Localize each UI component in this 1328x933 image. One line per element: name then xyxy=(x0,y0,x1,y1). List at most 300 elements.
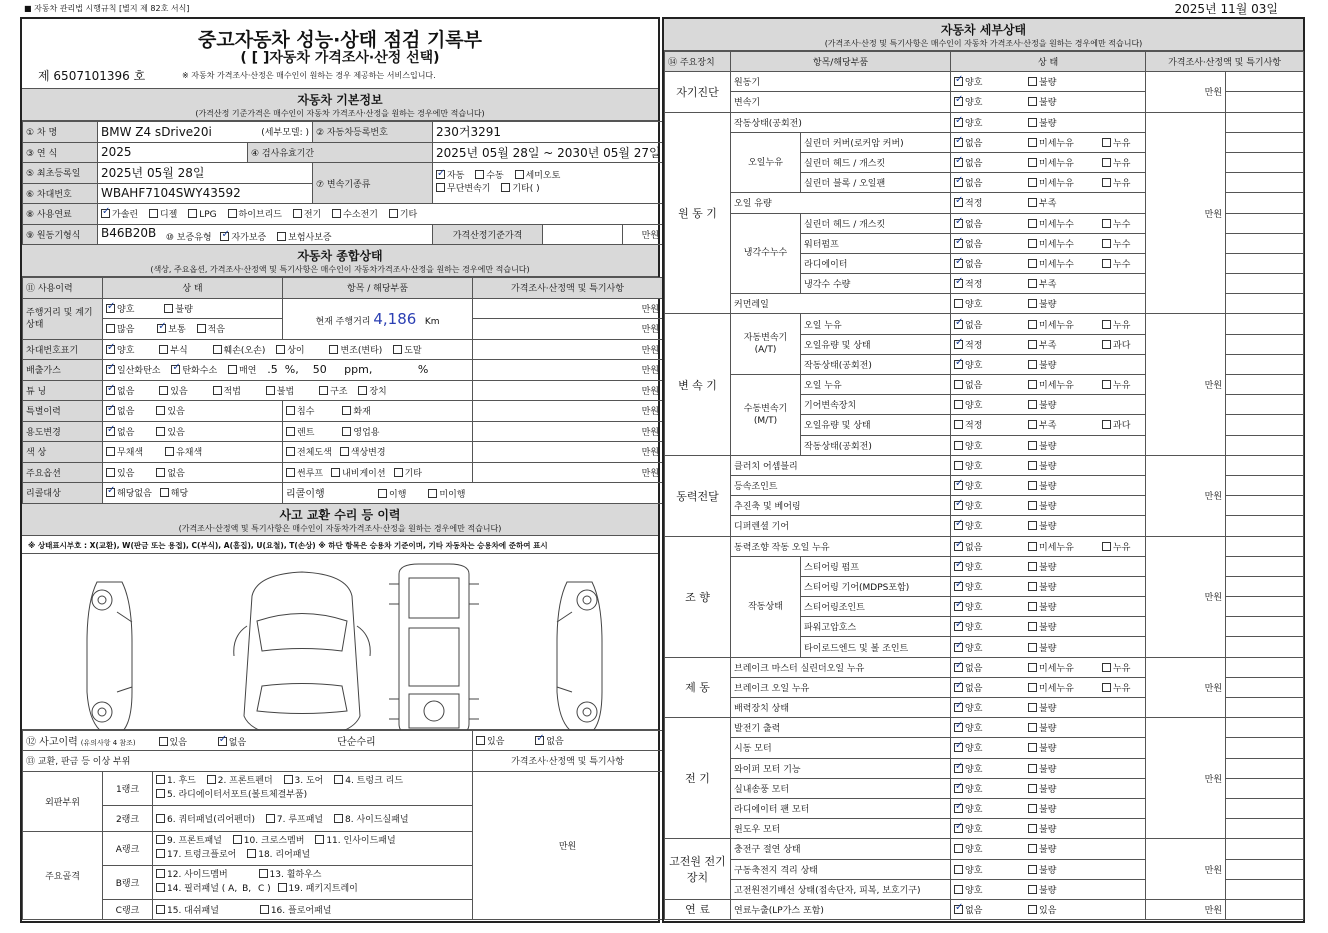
trans-type-label: ⑦ 변속기종류 xyxy=(313,163,433,204)
status-checkbox[interactable] xyxy=(1028,77,1037,86)
status-option xyxy=(1102,176,1146,189)
option-no-checkbox[interactable] xyxy=(156,468,165,477)
detail-row xyxy=(665,536,1304,556)
special-fire-checkbox[interactable] xyxy=(342,406,351,415)
status-checkbox[interactable] xyxy=(1028,824,1037,833)
detail-note-cell[interactable] xyxy=(1226,617,1304,637)
detail-note-cell[interactable] xyxy=(1226,415,1304,435)
detail-note-cell[interactable] xyxy=(1226,152,1304,172)
detail-note-cell[interactable] xyxy=(1226,839,1304,859)
pillar-panel-checkbox[interactable] xyxy=(156,883,165,892)
status-checkbox[interactable] xyxy=(1028,602,1037,611)
simple-no-checkbox[interactable] xyxy=(535,736,544,745)
vin-mark-painted-checkbox[interactable] xyxy=(393,345,402,354)
detail-item-label: 오일유량 및 상태 xyxy=(801,334,951,354)
detail-note-cell[interactable] xyxy=(1226,899,1304,919)
detail-note-cell[interactable] xyxy=(1226,556,1304,576)
status-checkbox[interactable] xyxy=(1028,844,1037,853)
status-checkbox[interactable] xyxy=(954,764,963,773)
status-checkbox[interactable] xyxy=(1028,320,1037,329)
status-checkbox[interactable] xyxy=(1028,663,1037,672)
package-tray-checkbox[interactable] xyxy=(278,883,287,892)
status-checkbox[interactable] xyxy=(1028,299,1037,308)
side-sill-checkbox[interactable] xyxy=(334,814,343,823)
status-option xyxy=(1102,418,1146,431)
status-checkbox[interactable] xyxy=(954,360,963,369)
warranty-insurer-checkbox[interactable] xyxy=(277,232,286,241)
status-option-label: 불량 xyxy=(1039,441,1057,452)
status-option-label: 누수 xyxy=(1113,259,1131,270)
detail-note-cell[interactable] xyxy=(1226,354,1304,374)
status-option-label: 없음 xyxy=(965,905,983,916)
detail-note-cell[interactable] xyxy=(1226,718,1304,738)
status-checkbox[interactable] xyxy=(1028,784,1037,793)
status-checkbox[interactable] xyxy=(954,622,963,631)
detail-note-cell[interactable] xyxy=(1226,213,1304,233)
usage-change-label: 용도변경 xyxy=(23,421,103,442)
option-yes-checkbox[interactable] xyxy=(106,468,115,477)
status-checkbox[interactable] xyxy=(1028,441,1037,450)
trans-semi-checkbox[interactable] xyxy=(515,170,524,179)
vin-mark-damaged-checkbox[interactable] xyxy=(213,345,222,354)
fuel-electric-checkbox[interactable] xyxy=(293,209,302,218)
detail-note-cell[interactable] xyxy=(1226,193,1304,213)
status-checkbox[interactable] xyxy=(1028,178,1037,187)
detail-price-header: 가격조사·산정액 및 특기사항 xyxy=(1146,52,1304,72)
quarter-panel-checkbox[interactable] xyxy=(156,814,165,823)
car-name-value: BMW Z4 sDrive20i xyxy=(101,124,212,139)
rank1-label: 1랭크 xyxy=(103,771,153,805)
status-checkbox[interactable] xyxy=(954,178,963,187)
status-checkbox[interactable] xyxy=(1028,743,1037,752)
detail-note-cell[interactable] xyxy=(1226,435,1304,455)
status-option-label: 누유 xyxy=(1113,138,1131,149)
status-option-label: 양호 xyxy=(965,885,983,896)
fuel-diesel-checkbox[interactable] xyxy=(149,209,158,218)
status-option xyxy=(1028,499,1094,512)
trans-cvt-checkbox[interactable] xyxy=(436,183,445,192)
recall-notdone-checkbox[interactable] xyxy=(428,489,437,498)
detail-note-cell[interactable] xyxy=(1226,92,1304,112)
status-option xyxy=(1028,782,1094,795)
status-checkbox[interactable] xyxy=(954,400,963,409)
overall-sub: (색상, 주요옵션, 가격조사·산정액 및 특기사항은 매수인이 자동차가격조사·산정을 원하는 경우에만 적습니다) xyxy=(150,265,530,274)
status-checkbox[interactable] xyxy=(1028,259,1037,268)
status-checkbox[interactable] xyxy=(1028,622,1037,631)
status-checkbox[interactable] xyxy=(1028,683,1037,692)
detail-note-cell[interactable] xyxy=(1226,173,1304,193)
status-checkbox[interactable] xyxy=(1102,138,1111,147)
status-option xyxy=(1028,540,1094,553)
tuning-none-checkbox[interactable] xyxy=(106,386,115,395)
status-checkbox[interactable] xyxy=(954,521,963,530)
detail-note-cell[interactable] xyxy=(1226,657,1304,677)
status-checkbox[interactable] xyxy=(1028,643,1037,652)
status-checkbox[interactable] xyxy=(954,158,963,167)
opt-label: 해당없음 xyxy=(117,489,152,500)
detail-note-cell[interactable] xyxy=(1226,132,1304,152)
emission-co-checkbox[interactable] xyxy=(106,365,115,374)
opt-label: LPG xyxy=(199,210,217,221)
status-checkbox[interactable] xyxy=(1028,420,1037,429)
detail-note-cell[interactable] xyxy=(1226,536,1304,556)
detail-status-cell xyxy=(951,92,1146,112)
price-base-label: 가격산정기준가격 xyxy=(433,224,543,245)
floor-panel-checkbox[interactable] xyxy=(260,905,269,914)
detail-note-cell[interactable] xyxy=(1226,72,1304,92)
trunk-lid-checkbox[interactable] xyxy=(334,775,343,784)
vin-mark-diff-checkbox[interactable] xyxy=(276,345,285,354)
tuning-legal-checkbox[interactable] xyxy=(213,386,222,395)
opt-label: 13. 휠하우스 xyxy=(269,870,322,880)
detail-note-cell[interactable] xyxy=(1226,819,1304,839)
status-checkbox[interactable] xyxy=(954,118,963,127)
wheel-house-checkbox[interactable] xyxy=(259,869,268,878)
status-checkbox[interactable] xyxy=(954,441,963,450)
car-left-side xyxy=(87,582,132,730)
status-option-label: 양호 xyxy=(965,78,983,89)
status-checkbox[interactable] xyxy=(954,97,963,106)
status-checkbox[interactable] xyxy=(954,320,963,329)
detail-status-cell xyxy=(951,112,1146,132)
mileage-text: 현재 주행거리 xyxy=(315,316,371,327)
recall-yes-checkbox[interactable] xyxy=(160,488,169,497)
status-checkbox[interactable] xyxy=(1102,320,1111,329)
detail-status-cell xyxy=(951,718,1146,738)
status-option-label: 없음 xyxy=(965,542,983,553)
main-option-label: 주요옵션 xyxy=(23,462,103,483)
status-checkbox[interactable] xyxy=(1102,663,1111,672)
status-checkbox[interactable] xyxy=(954,743,963,752)
detail-note-cell[interactable] xyxy=(1226,294,1304,314)
vin-mark-good-checkbox[interactable] xyxy=(106,345,115,354)
status-checkbox[interactable] xyxy=(954,582,963,591)
tuning-illegal-checkbox[interactable] xyxy=(266,386,275,395)
recall-done-checkbox[interactable] xyxy=(378,489,387,498)
status-option-label: 미세누유 xyxy=(1039,320,1074,331)
mileage-normal-checkbox[interactable] xyxy=(157,324,166,333)
accident-yes-checkbox[interactable] xyxy=(159,737,168,746)
color-chromatic-checkbox[interactable] xyxy=(165,447,174,456)
price-note-header: 가격조사·산정액 및 특기사항 xyxy=(473,278,663,299)
rear-panel-checkbox[interactable] xyxy=(247,849,256,858)
detail-note-cell[interactable] xyxy=(1226,314,1304,334)
accident-no-checkbox[interactable] xyxy=(218,737,227,746)
opt-label: 양호 xyxy=(117,345,135,356)
status-checkbox[interactable] xyxy=(1028,562,1037,571)
status-option-label: 양호 xyxy=(965,562,983,573)
no-suffix: 호 xyxy=(133,69,146,83)
fuel-gasoline-checkbox[interactable] xyxy=(101,209,110,218)
vin-mark-altered-checkbox[interactable] xyxy=(329,345,338,354)
status-checkbox[interactable] xyxy=(1028,158,1037,167)
status-checkbox[interactable] xyxy=(1028,703,1037,712)
status-option-label: 불량 xyxy=(1039,825,1057,836)
won-unit: 만원 xyxy=(1146,657,1226,718)
status-checkbox[interactable] xyxy=(954,420,963,429)
status-option xyxy=(954,217,1020,230)
status-checkbox[interactable] xyxy=(954,219,963,228)
inside-panel-checkbox[interactable] xyxy=(315,835,324,844)
usage-yes-checkbox[interactable] xyxy=(156,427,165,436)
status-checkbox[interactable] xyxy=(954,683,963,692)
vin-mark-rust-checkbox[interactable] xyxy=(159,345,168,354)
detail-status-cell xyxy=(951,657,1146,677)
detail-note-cell[interactable] xyxy=(1226,859,1304,879)
status-checkbox[interactable] xyxy=(1102,259,1111,268)
status-option xyxy=(1102,237,1146,250)
status-checkbox[interactable] xyxy=(1028,804,1037,813)
status-checkbox[interactable] xyxy=(954,703,963,712)
simple-yes-checkbox[interactable] xyxy=(476,736,485,745)
status-checkbox[interactable] xyxy=(1028,340,1037,349)
detail-note-cell[interactable] xyxy=(1226,758,1304,778)
status-option xyxy=(954,459,1020,472)
reg-number-label: ② 자동차등록번호 xyxy=(313,122,433,143)
accident-history-label: ⑫ 사고이력 xyxy=(26,736,78,748)
status-checkbox[interactable] xyxy=(954,138,963,147)
trans-manual-checkbox[interactable] xyxy=(475,170,484,179)
status-checkbox[interactable] xyxy=(1028,239,1037,248)
status-option-label: 양호 xyxy=(965,744,983,755)
detail-note-cell[interactable] xyxy=(1226,677,1304,697)
detail-note-cell[interactable] xyxy=(1226,778,1304,798)
fuel-lpg-checkbox[interactable] xyxy=(188,209,197,218)
cross-member-checkbox[interactable] xyxy=(233,835,242,844)
opt-label: 구조 xyxy=(330,386,348,397)
usage-business-checkbox[interactable] xyxy=(342,427,351,436)
fuel-hybrid-checkbox[interactable] xyxy=(228,209,237,218)
option-navi-checkbox[interactable] xyxy=(331,468,340,477)
emission-hc-checkbox[interactable] xyxy=(171,365,180,374)
status-checkbox[interactable] xyxy=(1102,178,1111,187)
dash-panel-checkbox[interactable] xyxy=(156,905,165,914)
mileage-low-checkbox[interactable] xyxy=(197,324,206,333)
special-yes-checkbox[interactable] xyxy=(156,406,165,415)
status-checkbox[interactable] xyxy=(1028,542,1037,551)
detail-note-cell[interactable] xyxy=(1226,233,1304,253)
roof-panel-checkbox[interactable] xyxy=(266,814,275,823)
detail-note-cell[interactable] xyxy=(1226,274,1304,294)
status-option xyxy=(954,580,1020,593)
detail-status-cell xyxy=(951,677,1146,697)
status-checkbox[interactable] xyxy=(1102,542,1111,551)
status-option-label: 불량 xyxy=(1039,502,1057,513)
item-part-header: 항목/해당부품 xyxy=(731,52,951,72)
status-option-label: 양호 xyxy=(965,704,983,715)
status-checkbox[interactable] xyxy=(1028,138,1037,147)
status-checkbox[interactable] xyxy=(1028,723,1037,732)
opt-label: 많음 xyxy=(117,325,135,336)
detail-note-cell[interactable] xyxy=(1226,475,1304,495)
detail-status-cell xyxy=(951,576,1146,596)
opt-label: 보험사보증 xyxy=(288,232,332,243)
detail-item-label: 충전구 절연 상태 xyxy=(731,839,951,859)
detail-note-cell[interactable] xyxy=(1226,496,1304,516)
special-flood-checkbox[interactable] xyxy=(286,406,295,415)
detail-note-cell[interactable] xyxy=(1226,455,1304,475)
status-option-label: 불량 xyxy=(1039,724,1057,735)
status-option-label: 불량 xyxy=(1039,603,1057,614)
detail-sub: (가격조사·산정 및 특기사항은 매수인이 자동차 가격조사·산정을 원하는 경우에만 적습니다) xyxy=(824,39,1143,48)
trunk-floor-checkbox[interactable] xyxy=(156,849,165,858)
status-checkbox[interactable] xyxy=(1028,360,1037,369)
status-checkbox[interactable] xyxy=(1102,420,1111,429)
status-checkbox[interactable] xyxy=(1102,239,1111,248)
status-checkbox[interactable] xyxy=(954,844,963,853)
status-checkbox[interactable] xyxy=(1028,521,1037,530)
status-checkbox[interactable] xyxy=(954,542,963,551)
detail-status-cell xyxy=(951,758,1146,778)
status-checkbox[interactable] xyxy=(1028,885,1037,894)
status-checkbox[interactable] xyxy=(954,77,963,86)
detail-note-cell[interactable] xyxy=(1226,576,1304,596)
status-checkbox[interactable] xyxy=(954,784,963,793)
status-option-label: 없음 xyxy=(965,138,983,149)
detail-note-cell[interactable] xyxy=(1226,738,1304,758)
front-fender-checkbox[interactable] xyxy=(207,775,216,784)
status-option xyxy=(1028,358,1094,371)
status-checkbox[interactable] xyxy=(954,461,963,470)
status-checkbox[interactable] xyxy=(954,905,963,914)
status-checkbox[interactable] xyxy=(954,340,963,349)
detail-status-cell xyxy=(951,516,1146,536)
opt-label: 수소전기 xyxy=(343,210,378,221)
status-checkbox[interactable] xyxy=(1028,219,1037,228)
detail-status-cell xyxy=(951,496,1146,516)
option-other-checkbox[interactable] xyxy=(394,468,403,477)
status-checkbox[interactable] xyxy=(954,239,963,248)
usage-none-checkbox[interactable] xyxy=(106,427,115,436)
status-option-label: 불량 xyxy=(1039,461,1057,472)
vin-value: WBAHF7104SWY43592 xyxy=(98,183,313,204)
opt-label: 영업용 xyxy=(353,427,380,438)
status-checkbox[interactable] xyxy=(954,804,963,813)
color-change-checkbox[interactable] xyxy=(340,447,349,456)
status-checkbox[interactable] xyxy=(1028,97,1037,106)
status-option-label: 부족 xyxy=(1039,199,1057,210)
tuning-device-checkbox[interactable] xyxy=(358,386,367,395)
status-checkbox[interactable] xyxy=(1028,501,1037,510)
door-checkbox[interactable] xyxy=(284,775,293,784)
won-unit: 만원 xyxy=(473,462,663,483)
sub-group-label: 작동상태 xyxy=(731,556,801,657)
detail-note-cell[interactable] xyxy=(1226,698,1304,718)
opt-label: 있음 xyxy=(169,737,187,748)
fuel-hydrogen-checkbox[interactable] xyxy=(332,209,341,218)
status-checkbox[interactable] xyxy=(1102,340,1111,349)
option-sunroof-checkbox[interactable] xyxy=(286,468,295,477)
status-checkbox[interactable] xyxy=(1028,481,1037,490)
tuning-yes-checkbox[interactable] xyxy=(159,386,168,395)
status-checkbox[interactable] xyxy=(1028,198,1037,207)
trans-auto-checkbox[interactable] xyxy=(436,170,445,179)
status-checkbox[interactable] xyxy=(954,723,963,732)
opt-label: 없음 xyxy=(228,737,247,748)
hood-checkbox[interactable] xyxy=(156,775,165,784)
status-checkbox[interactable] xyxy=(954,562,963,571)
detail-note-cell[interactable] xyxy=(1226,798,1304,818)
status-checkbox[interactable] xyxy=(1028,905,1037,914)
status-checkbox[interactable] xyxy=(954,824,963,833)
status-checkbox[interactable] xyxy=(1028,764,1037,773)
status-checkbox[interactable] xyxy=(954,663,963,672)
status-checkbox[interactable] xyxy=(1028,865,1037,874)
color-fullpaint-checkbox[interactable] xyxy=(286,447,295,456)
trans-other-checkbox[interactable] xyxy=(501,183,510,192)
fuel-other-checkbox[interactable] xyxy=(389,209,398,218)
detail-status-cell xyxy=(951,556,1146,576)
status-checkbox[interactable] xyxy=(954,259,963,268)
status-checkbox[interactable] xyxy=(954,865,963,874)
status-checkbox[interactable] xyxy=(954,380,963,389)
status-checkbox[interactable] xyxy=(1028,461,1037,470)
form-subtitle: ( [ ]자동차 가격조사·산정 선택) xyxy=(240,50,440,66)
opt-label: 상이 xyxy=(287,345,305,356)
detail-note-cell[interactable] xyxy=(1226,395,1304,415)
status-option xyxy=(1028,418,1094,431)
warranty-self-checkbox[interactable] xyxy=(220,232,229,241)
status-checkbox[interactable] xyxy=(1028,400,1037,409)
detail-note-cell[interactable] xyxy=(1226,112,1304,132)
status-checkbox[interactable] xyxy=(1102,683,1111,692)
status-checkbox[interactable] xyxy=(954,279,963,288)
status-checkbox[interactable] xyxy=(954,643,963,652)
status-checkbox[interactable] xyxy=(1028,118,1037,127)
status-checkbox[interactable] xyxy=(954,299,963,308)
special-none-checkbox[interactable] xyxy=(106,406,115,415)
detail-note-cell[interactable] xyxy=(1226,637,1304,657)
status-checkbox[interactable] xyxy=(954,602,963,611)
gauge-bad-checkbox[interactable] xyxy=(164,304,173,313)
radiator-support-checkbox[interactable] xyxy=(156,789,165,798)
emission-smoke-checkbox[interactable] xyxy=(228,365,237,374)
status-option-label: 누유 xyxy=(1113,663,1131,674)
status-checkbox[interactable] xyxy=(1028,582,1037,591)
status-option xyxy=(954,95,1020,108)
status-checkbox[interactable] xyxy=(1102,380,1111,389)
detail-note-cell[interactable] xyxy=(1226,334,1304,354)
mileage-high-checkbox[interactable] xyxy=(106,324,115,333)
detail-note-cell[interactable] xyxy=(1226,597,1304,617)
detail-note-cell[interactable] xyxy=(1226,253,1304,273)
status-checkbox[interactable] xyxy=(1102,219,1111,228)
detail-note-cell[interactable] xyxy=(1226,375,1304,395)
status-checkbox[interactable] xyxy=(954,501,963,510)
detail-note-cell[interactable] xyxy=(1226,879,1304,899)
color-achromatic-checkbox[interactable] xyxy=(106,447,115,456)
usage-rent-checkbox[interactable] xyxy=(286,427,295,436)
recall-none-checkbox[interactable] xyxy=(106,488,115,497)
status-checkbox[interactable] xyxy=(1028,380,1037,389)
tuning-structure-checkbox[interactable] xyxy=(319,386,328,395)
status-option-label: 양호 xyxy=(965,118,983,129)
detail-item-label: 실린더 커버(로커암 커버) xyxy=(801,132,951,152)
gauge-good-checkbox[interactable] xyxy=(106,304,115,313)
detail-note-cell[interactable] xyxy=(1226,516,1304,536)
status-checkbox[interactable] xyxy=(1102,158,1111,167)
status-option xyxy=(1102,378,1146,391)
side-member-checkbox[interactable] xyxy=(156,869,165,878)
status-checkbox[interactable] xyxy=(954,481,963,490)
status-checkbox[interactable] xyxy=(954,885,963,894)
detail-item-label: 타이로드엔드 및 볼 조인트 xyxy=(801,637,951,657)
detail-status-cell xyxy=(951,274,1146,294)
status-checkbox[interactable] xyxy=(954,198,963,207)
status-checkbox[interactable] xyxy=(1028,279,1037,288)
front-panel-checkbox[interactable] xyxy=(156,835,165,844)
detail-item-label: 커먼레일 xyxy=(731,294,951,314)
